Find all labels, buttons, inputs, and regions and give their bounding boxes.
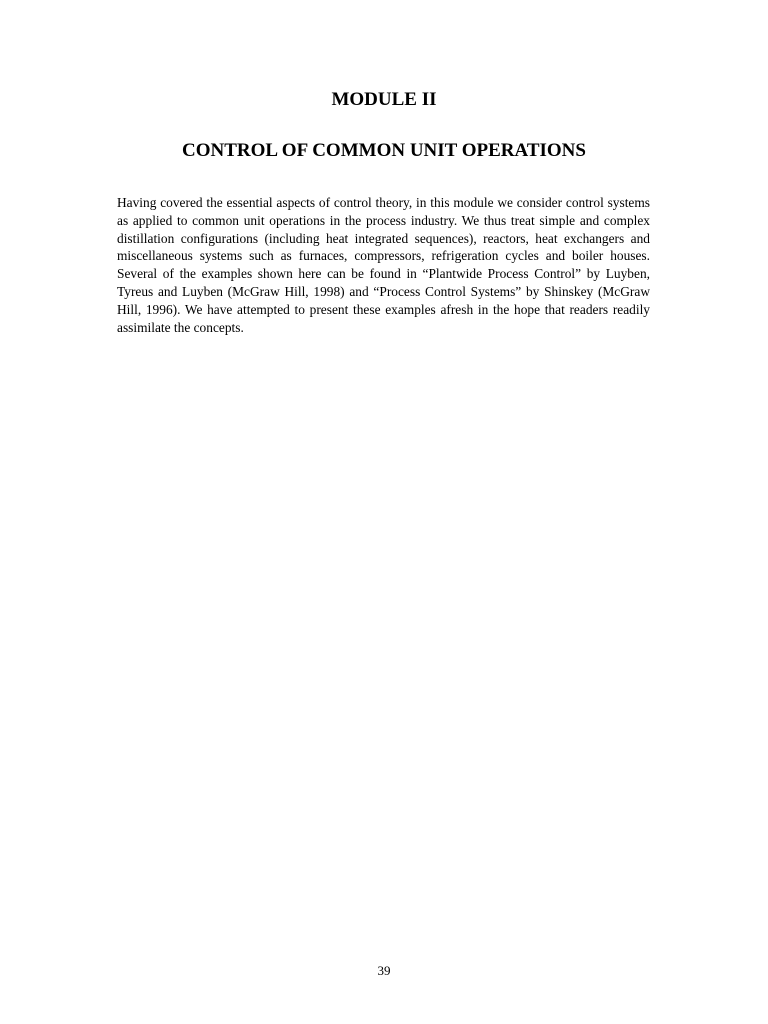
page-number: 39 <box>377 963 391 978</box>
intro-paragraph: Having covered the essential aspects of control theory, in this module we consider control systems as applied to common unit operations in the process industry. We thus treat simple and complex distillation configurations (including heat integrated sequences), reactors, heat exchangers and miscellaneous systems such as furnaces, compressors, refrigeration cycles and boiler houses. Several of the examples shown here can be found in “Plantwide Process Control” by Luyben, Tyreus and Luyben (McGraw Hill, 1998) and “Process Control Systems” by Shinskey (McGraw Hill, 1996). We have attempted to present these examples afresh in the hope that readers readily assimilate the concepts. <box>117 195 650 335</box>
section-title: CONTROL OF COMMON UNIT OPERATIONS <box>182 140 586 161</box>
module-title: MODULE II <box>331 89 437 110</box>
